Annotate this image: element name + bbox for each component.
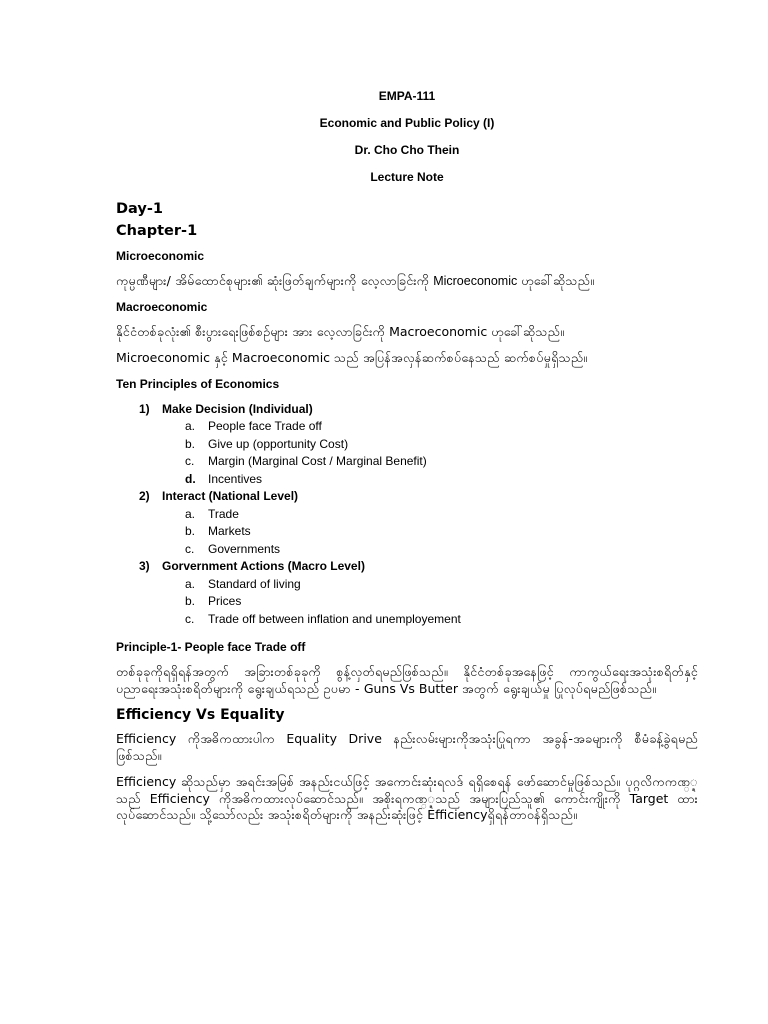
instructor-name: Dr. Cho Cho Thein	[354, 143, 460, 157]
group-items	[162, 576, 698, 629]
item-text: Trade off between inflation and unemployement	[208, 611, 461, 626]
item-text: Incentives	[208, 471, 263, 486]
list-item	[162, 418, 698, 436]
principle1-body-end: အတွက် ရွေးချယ်မှု ပြုလုပ်ရမည်ဖြစ်သည်။	[461, 680, 657, 696]
item-letter: c.	[185, 454, 195, 468]
item-letter: a.	[185, 576, 196, 591]
group-number: 2)	[139, 489, 150, 503]
item-text: Governments	[208, 541, 281, 556]
document-type: Lecture Note	[370, 170, 444, 184]
relation-term-b: Macroeconomic	[231, 350, 331, 365]
relation-paragraph	[116, 350, 698, 367]
micro-tail: ဟုခေါ်ဆိုသည်။	[521, 273, 595, 288]
item-text: Trade	[208, 506, 239, 521]
principle-group	[116, 558, 698, 628]
group-items	[162, 506, 698, 559]
eff-body: ရှိရန်တာဝန်ရှိသည်။	[487, 807, 578, 822]
chapter-heading: Chapter-1	[116, 223, 198, 239]
group-label: Make Decision (Individual)	[162, 401, 313, 416]
item-text: Margin (Marginal Cost / Marginal Benefit)	[208, 454, 427, 468]
list-item	[162, 541, 698, 559]
principle-group	[116, 401, 698, 489]
list-item	[162, 611, 698, 629]
item-letter: a.	[185, 419, 196, 433]
micro-body: ကုမ္ပဏီများ/ အိမ်ထောင်စုများ၏ ဆုံးဖြတ်ချက်များကို လေ့လာခြင်းကို	[116, 273, 430, 288]
principle1-heading: Principle-1- People face Trade off	[116, 640, 306, 654]
eff-term: Efficiency	[116, 774, 177, 789]
course-title: Economic and Public Policy (I)	[319, 116, 495, 130]
target-term: Target	[629, 790, 669, 806]
item-text: Give up (opportunity Cost)	[208, 436, 349, 451]
item-letter: c.	[185, 541, 195, 556]
item-letter: b.	[185, 524, 196, 538]
group-number: 3)	[139, 559, 150, 573]
eff-body: ထားလုပ်ဆောင်သည်။ သို့သော်လည်း အသုံးစရိတ်များကို အနည်းဆုံးဖြင့်	[116, 790, 698, 822]
principle1-paragraph	[116, 664, 698, 697]
relation-conj: နှင့်	[213, 350, 228, 365]
principle-group	[116, 488, 698, 558]
micro-heading: Microeconomic	[116, 249, 205, 263]
eff-body: ကိုအဓိကထားလုပ်ဆောင်သည်။ အစိုးရကဏ္္ဍသည် အများပြည်သူ၏ ကောင်းကျိုးကို	[218, 790, 621, 806]
principles-list	[116, 401, 698, 629]
group-label: Interact (National Level)	[162, 489, 299, 503]
eff-term: Efficiency	[116, 731, 177, 746]
item-text: Markets	[208, 524, 251, 538]
eff-rest: နည်းလမ်းများကိုအသုံးပြုရကာ အခွန်-အခများကို စီမံခန့်ခွဲရမည် ဖြစ်သည်။	[116, 731, 698, 763]
item-letter: d.	[185, 471, 196, 486]
list-item	[162, 506, 698, 524]
efficiency-paragraph-1	[116, 731, 698, 764]
eff-term: Efficiency	[427, 807, 488, 822]
list-item	[162, 576, 698, 594]
principle1-body: တစ်ခုခုကိုရရှိရန်အတွက် အခြားတစ်ခုခုကို စွန့်လှတ်ရမည်ဖြစ်သည်။ နိုင်ငံတစ်ခုအနေဖြင့် ကာကွယ်ရေးအသုံးစရိတ်နှင့် ပညာရေးအသုံးစရိတ်များကို ရွေးချယ်ရသည် ဥပမာ -	[116, 664, 698, 696]
item-text: People face Trade off	[208, 419, 322, 433]
document-body	[116, 88, 698, 834]
efficiency-paragraph-2	[116, 774, 698, 824]
list-item	[162, 523, 698, 541]
group-number: 1)	[139, 401, 150, 416]
principle1-example: Guns Vs Butter	[363, 680, 458, 696]
group-items	[162, 418, 698, 488]
micro-paragraph	[116, 273, 698, 290]
item-letter: b.	[185, 594, 196, 608]
item-letter: b.	[185, 436, 196, 451]
micro-term: Microeconomic	[433, 274, 518, 288]
list-item	[162, 593, 698, 611]
list-item	[162, 453, 698, 471]
item-letter: c.	[185, 611, 195, 626]
item-text: Standard of living	[208, 576, 301, 591]
item-text: Prices	[208, 594, 242, 608]
list-item	[162, 436, 698, 454]
macro-heading: Macroeconomic	[116, 299, 208, 314]
eff-body: ဆိုသည်မှာ အရင်းအမြစ် အနည်းငယ်ဖြင့် အကောင်းဆုံးရလဒ် ရရှိစေရန် ဖော်ဆောင်မှုဖြစ်သည်။ ပုဂ္ဂလိကကဏ္္ဍသည်	[116, 774, 698, 806]
group-label: Gorvernment Actions (Macro Level)	[162, 559, 365, 573]
macro-tail: ဟုခေါ်ဆိုသည်။	[491, 323, 565, 339]
macro-paragraph	[116, 324, 698, 341]
list-item	[162, 471, 698, 489]
eff-mid: ကိုအဓိကထားပါက	[187, 731, 275, 746]
efficiency-heading: Efficiency Vs Equality	[116, 707, 285, 723]
day-heading: Day-1	[116, 201, 163, 217]
item-letter: a.	[185, 506, 196, 521]
principles-heading: Ten Principles of Economics	[116, 376, 280, 391]
relation-term-a: Microeconomic	[116, 350, 210, 365]
relation-rest: သည် အပြန်အလှန်ဆက်စပ်နေသည် ဆက်စပ်မှုရှိသည်။	[334, 350, 588, 365]
eff-term: Efficiency	[149, 790, 210, 806]
macro-body: နိုင်ငံတစ်ခုလုံး၏ စီးပွားရေးဖြစ်စဉ်များ အား လေ့လာခြင်းကို	[116, 323, 386, 339]
equality-term: Equality Drive	[286, 731, 382, 746]
course-code: EMPA-111	[378, 89, 436, 103]
macro-term: Macroeconomic	[389, 323, 488, 339]
